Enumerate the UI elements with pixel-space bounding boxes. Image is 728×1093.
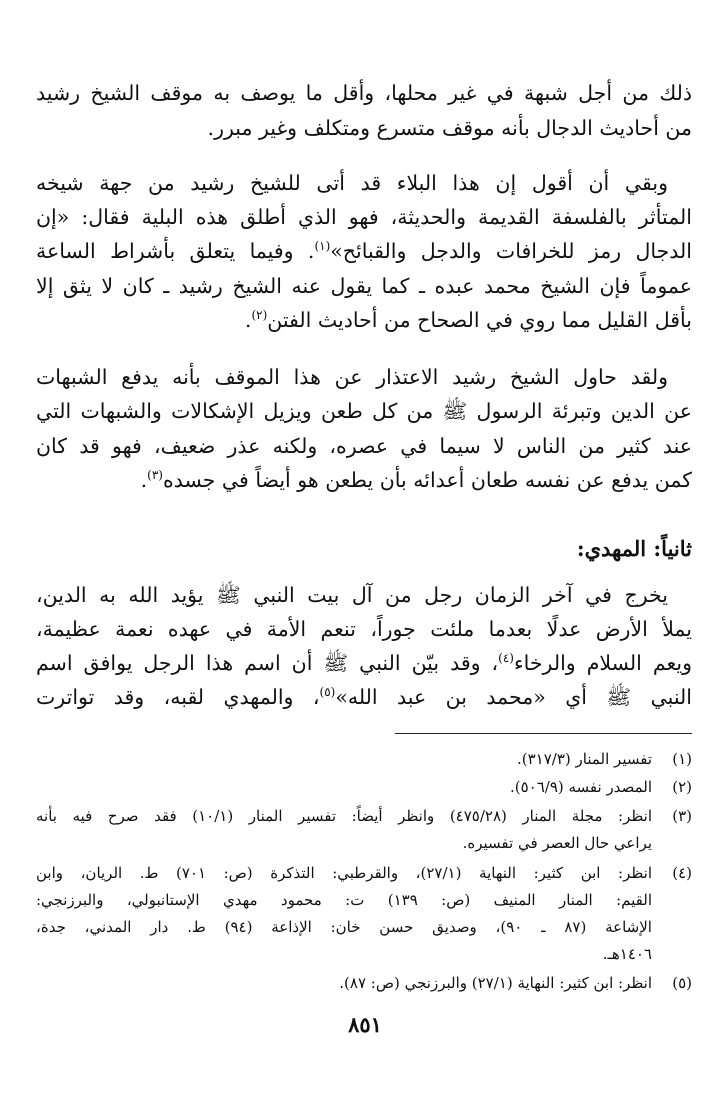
- footnote-text: المصدر نفسه (٥٠٦/٩).: [509, 778, 652, 796]
- paragraph-3-line-4: [36, 463, 692, 497]
- text-fragment: ، وقد بيّن النبي ﷺ أن اسم هذا الرجل يوافق اسم: [36, 651, 499, 675]
- text-fragment: كمن يدفع عن نفسه طعان أعدائه بأن يطعن هو أيضاً في جسده: [162, 468, 692, 492]
- footnote-3: [36, 803, 692, 857]
- footnote-text: الإشاعة (٨٧ ـ ٩٠)، وصديق حسن خان: الإذاعة (٩٤) ط. دار المدني، جدة،: [36, 918, 652, 936]
- footnote-text: القيم: المنار المنيف (ص: ١٣٩) ت: محمود مهدي الإستانبولي، والبرزنجي:: [36, 891, 652, 909]
- footnote-number: (٢): [672, 778, 692, 796]
- paragraph-4-line-3: [36, 646, 692, 680]
- paragraph-4-line-2: يملأ الأرض عدلًا بعدما ملئت جوراً، تنعم الأمة في عهده نعمة عظيمة،: [36, 617, 692, 641]
- text-fragment: الدجال رمز للخرافات والدجل والقبائح»: [330, 239, 692, 263]
- paragraph-2-line-1: وبقي أن أقول إن هذا البلاء قد أتى للشيخ رشيد من جهة شيخه: [36, 171, 668, 195]
- paragraph-3-line-1: ولقد حاول الشيخ رشيد الاعتذار عن هذا الموقف بأنه يدفع الشبهات: [36, 365, 668, 389]
- footnote-number: (٣): [672, 807, 692, 825]
- page-number: ٨٥١: [348, 1012, 382, 1037]
- footnote-ref-3: (٣): [147, 468, 163, 483]
- paragraph-4-line-4: [36, 680, 692, 714]
- text-fragment: ويعم السلام والرخاء: [513, 651, 692, 675]
- footnote-5: [36, 970, 692, 997]
- footnote-number: (٥): [672, 974, 692, 992]
- footnote-text: تفسير المنار (٣١٧/٣).: [517, 750, 652, 768]
- footnote-number: (١): [672, 750, 692, 768]
- text-fragment: ، والمهدي لقبه، وقد تواترت: [36, 685, 320, 709]
- paragraph-2-line-3: [36, 234, 692, 268]
- paragraph-2-line-5: [36, 303, 692, 337]
- footnote-text: انظر: ابن كثير: النهاية (٢٧/١) والبرزنجي (ص: ٨٧).: [339, 974, 652, 992]
- footnote-text: انظر: ابن كثير: النهاية (٢٧/١)، والقرطبي: التذكرة (ص: ٧٠١) ط. الريان، وابن: [36, 864, 653, 882]
- text-fragment: بأقل القليل مما روي في الصحاح من أحاديث الفتن: [267, 308, 692, 332]
- paragraph-3-line-3: عند كثير من الناس لا سيما في عصره، ولكنه عذر ضعيف، فهو قد كان: [36, 434, 692, 458]
- footnote-2: [36, 774, 692, 801]
- text-fragment: .: [140, 468, 148, 492]
- paragraph-3-line-2: عن الدين وتبرئة الرسول ﷺ من كل طعن ويزيل الإشكالات والشبهات التي: [36, 399, 692, 423]
- section-heading: ثانياً: المهدي:: [576, 536, 692, 561]
- footnote-text: ١٤٠٦هـ.: [602, 945, 652, 963]
- footnote-1: [36, 746, 692, 773]
- text-fragment: النبي ﷺ أي «محمد بن عبد الله»: [335, 685, 692, 709]
- footnote-number: (٤): [672, 864, 692, 882]
- footnote-separator: [395, 733, 692, 734]
- footnote-ref-5: (٥): [319, 685, 336, 700]
- footnote-ref-4: (٤): [498, 651, 514, 666]
- paragraph-1-line-1: ذلك من أجل شبهة في غير محلها، وأقل ما يوصف به موقف الشيخ رشيد: [36, 81, 692, 105]
- text-fragment: .: [244, 308, 252, 332]
- footnote-ref-1: (١): [314, 239, 331, 254]
- paragraph-2-line-4: عموماً فإن الشيخ محمد عبده ـ كما يقول عنه الشيخ رشيد ـ كان لا يثق إلا: [36, 274, 692, 298]
- footnote-text: يراعي حال العصر في تفسيره.: [462, 834, 652, 852]
- paragraph-4-line-1: يخرج في آخر الزمان رجل من آل بيت النبي ﷺ يؤيد الله به الدين،: [36, 583, 668, 607]
- paragraph-2-line-2: المتأثر بالفلسفة القديمة والحديثة، فهو الذي أطلق هذه البلية فقال: «إن: [36, 205, 692, 229]
- paragraph-1-line-2: من أحاديث الدجال بأنه موقف متسرع ومتكلف وغير مبرر.: [207, 116, 692, 140]
- text-fragment: . وفيما يتعلق بأشراط الساعة: [36, 239, 315, 263]
- footnote-text: انظر: مجلة المنار (٤٧٥/٢٨) وانظر أيضاً: تفسير المنار (١٠/١) فقد صرح فيه بأنه: [36, 807, 652, 825]
- footnote-4: [36, 860, 692, 968]
- footnote-ref-2: (٢): [251, 308, 268, 323]
